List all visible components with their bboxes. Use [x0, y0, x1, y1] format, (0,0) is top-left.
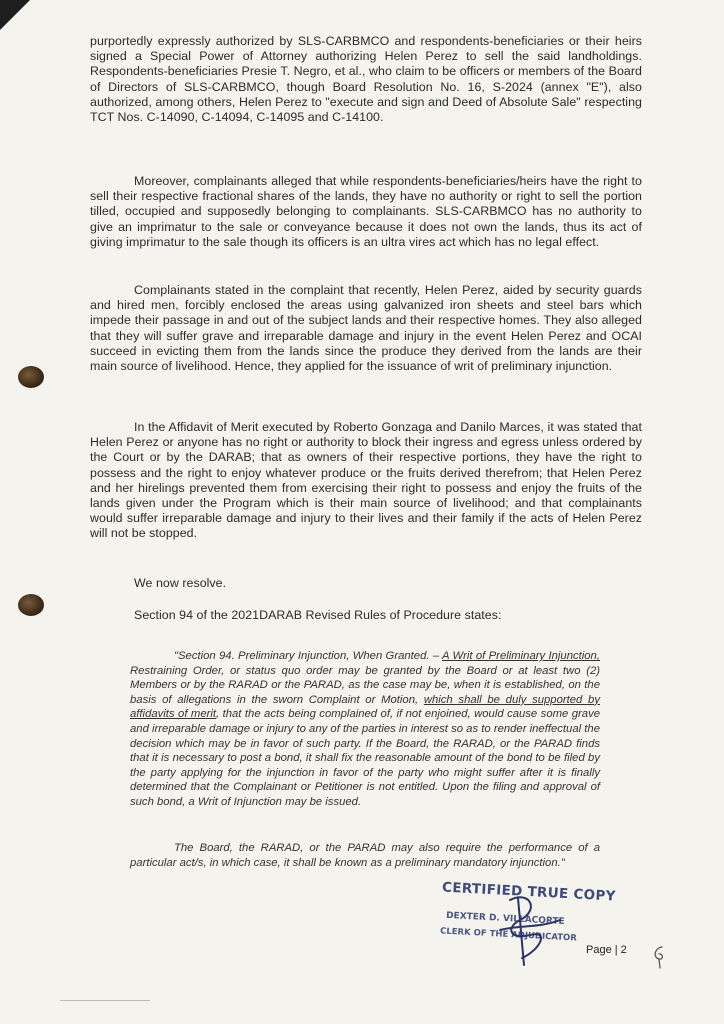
quote-part-c: , that the acts being complained of, if not enjoined, would cause some grave and irreparable damage or injury to any of the parties in interest so as to render ineffectual the decision which may be in favor of such party. If the Board, the RARAD, or the PARAD finds that it is necessary to post a bond, it shall fix the reasonable amount of the bond to be filed by the party applying for the injunction in favor of the party who might suffer after it is finally determined that the Complainant or Petitioner is not entitled. Upon the filing and approval of such bond, a Writ of Injunction may be issued. [130, 708, 600, 808]
paragraph-ultra-vires: Moreover, complainants alleged that while respondents-beneficiaries/heirs have the right to sell their respective fractional shares of the lands, they have no authority or right to sell the portion tilled, occupied and supposedly belonging to complainants. SLS-CARBMCO has no authority to give an imprimatur to the sale or conveyance because it does not own the lands, thus its act of giving imprimatur to the sale though its officers is an ultra vires act which has no legal effect. [90, 174, 642, 249]
stamp-title: CERTIFIED TRUE COPY [441, 879, 617, 905]
paragraph-affidavit-of-merit: In the Affidavit of Merit executed by Roberto Gonzaga and Danilo Marces, it was stated that Helen Perez or anyone has no right or authority to block their ingress and egress unless ordered by the Court or by the DARAB; that as owners of their respective portions, they have the right to possess and the right to enjoy whatever produce or the fruits derived therefrom; that Helen Perez and her hirelings prevented them from exercising their right to possess and enjoy the fruits of the lands given under the Program which is their main source of livelihood; and that complainants would suffer irreparable damage and injury to their lives and their family if the acts of Helen Perez will not be stopped. [90, 420, 642, 541]
stamp-officer-role: CLERK OF THE ADJUDICATOR [439, 926, 578, 944]
punch-hole-upper [18, 366, 44, 388]
stamp-officer-name: DEXTER D. VILLACORTE [445, 910, 565, 928]
quoted-rule-section-94 [130, 649, 600, 810]
paragraph-section-94-intro: Section 94 of the 2021DARAB Revised Rules of Procedure states: [134, 608, 502, 622]
quote-part-b: Restraining Order, or status quo order may be granted by the Board or at least two (2) Members or by the RARAD or the PARAD, as the case may be, when it is established, on the basis of allegations in the sworn Complaint or Motion, [130, 664, 600, 706]
punch-hole-lower [18, 594, 44, 616]
paragraph-complaint-statement: Complainants stated in the complaint that recently, Helen Perez, aided by security guards and hired men, forcibly enclosed the areas using galvanized iron sheets and steel bars which impede their passage in and out of the subject lands and their respective homes. They also alleged that they will suffer grave and irreparable damage and injury in the event Helen Perez and OCAI succeed in evicting them from the lands since the produce they derived from the lands are their main source of livelihood. Hence, they applied for the issuance of writ of preliminary injunction. [90, 283, 642, 374]
quote-underlined-writ: A Writ of Preliminary Injunction, [442, 650, 600, 662]
quoted-rule-mandatory-injunction: The Board, the RARAD, or the PARAD may also require the performance of a particular act/s, in which case, it shall be known as a preliminary mandatory injunction." [130, 842, 600, 869]
folded-corner [0, 0, 30, 30]
pencil-mark-icon [650, 944, 668, 970]
bottom-divider [60, 1000, 150, 1001]
paragraph-continuation: purportedly expressly authorized by SLS-CARBMCO and respondents-beneficiaries or their heirs signed a Special Power of Attorney authorizing Helen Perez to sell the said landholdings. Respondents-beneficiaries Presie T. Negro, et al., who claim to be officers or members of the Board of Directors of SLS-CARBMCO, though Board Resolution No. 16, S-2024 (annex "E"), also authorized, among others, Helen Perez to "execute and sign and Deed of Absolute Sale" respecting TCT Nos. C-14090, C-14094, C-14095 and C-14100. [90, 34, 642, 125]
quote-underlined-affidavits: which shall be duly supported by affidavits of merit [130, 693, 600, 721]
paragraph-we-now-resolve: We now resolve. [134, 576, 227, 590]
quote-part-a: "Section 94. Preliminary Injunction, When Granted. – [174, 650, 443, 662]
handwritten-signature [480, 880, 570, 970]
page-number: Page | 2 [586, 944, 627, 956]
